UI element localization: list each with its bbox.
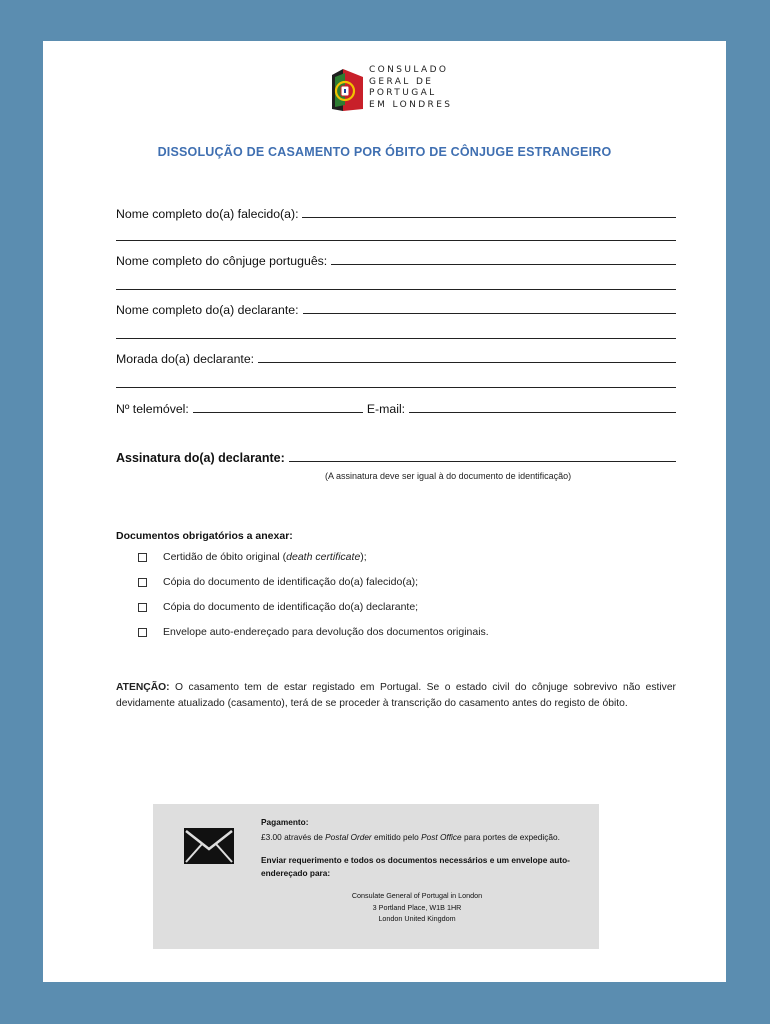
phone-input-line[interactable] bbox=[193, 411, 363, 413]
document-text: Cópia do documento de identificação do(a) declarante; bbox=[163, 601, 419, 613]
spouse-name-label: Nome completo do cônjuge português: bbox=[116, 254, 328, 268]
consulate-name bbox=[369, 65, 452, 111]
continuation-line[interactable] bbox=[116, 220, 676, 244]
checkbox[interactable] bbox=[138, 628, 147, 637]
payment-text bbox=[261, 831, 573, 844]
form-page bbox=[43, 41, 726, 982]
phone-label: Nº telemóvel: bbox=[116, 402, 189, 416]
logo-line: CONSULADO bbox=[369, 65, 449, 75]
continuation-line[interactable] bbox=[116, 269, 676, 293]
payment-text-italic: Post Office bbox=[421, 831, 462, 842]
address-line: London United Kingdom bbox=[378, 914, 456, 923]
input-line[interactable] bbox=[116, 239, 676, 241]
input-line[interactable] bbox=[331, 263, 676, 265]
document-text: Certidão de óbito original ( bbox=[163, 551, 287, 563]
email-label: E-mail: bbox=[366, 402, 406, 416]
document-item[interactable] bbox=[138, 551, 367, 563]
payment-box bbox=[153, 804, 599, 949]
contact-field[interactable] bbox=[116, 392, 676, 416]
spouse-name-field[interactable] bbox=[116, 244, 676, 268]
payment-text-part: emitido pelo bbox=[371, 831, 422, 842]
document-text: Envelope auto-endereçado para devolução dos documentos originais. bbox=[163, 626, 489, 638]
portugal-emblem-icon bbox=[329, 65, 367, 115]
deceased-name-field[interactable] bbox=[116, 197, 676, 221]
address-label: Morada do(a) declarante: bbox=[116, 352, 255, 366]
logo-line: PORTUGAL bbox=[369, 88, 437, 98]
document-item[interactable] bbox=[138, 601, 418, 613]
declarant-name-label: Nome completo do(a) declarante: bbox=[116, 303, 299, 317]
continuation-line[interactable] bbox=[116, 367, 676, 391]
address-line: Consulate General of Portugal in London bbox=[351, 891, 483, 900]
form-title: DISSOLUÇÃO DE CASAMENTO POR ÓBITO DE CÔNJUGE ESTRANGEIRO bbox=[157, 145, 612, 159]
attention-label: ATENÇÃO: bbox=[116, 682, 170, 693]
checkbox[interactable] bbox=[138, 578, 147, 587]
input-line[interactable] bbox=[116, 337, 676, 339]
payment-text-part: para portes de expedição. bbox=[461, 831, 560, 842]
checkbox[interactable] bbox=[138, 553, 147, 562]
input-line[interactable] bbox=[258, 361, 676, 363]
address-field[interactable] bbox=[116, 342, 676, 366]
input-line[interactable] bbox=[303, 312, 677, 314]
document-text: Cópia do documento de identificação do(a) falecido(a); bbox=[163, 576, 419, 588]
document-text-italic: death certificate bbox=[286, 551, 361, 563]
declarant-name-field[interactable] bbox=[116, 293, 676, 317]
address-line: 3 Portland Place, W1B 1HR bbox=[372, 902, 462, 912]
signature-note: (A assinatura deve ser igual à do documento de identificação) bbox=[325, 471, 572, 481]
input-line[interactable] bbox=[116, 386, 676, 388]
continuation-line[interactable] bbox=[116, 318, 676, 342]
payment-info bbox=[261, 816, 573, 925]
envelope-icon bbox=[183, 827, 235, 865]
input-line[interactable] bbox=[116, 288, 676, 290]
payment-text-italic: Postal Order bbox=[325, 831, 372, 842]
email-input-line[interactable] bbox=[409, 411, 676, 413]
consulate-logo bbox=[329, 65, 489, 117]
mailing-address bbox=[261, 890, 573, 925]
signature-line[interactable] bbox=[289, 461, 676, 462]
document-item[interactable] bbox=[138, 576, 418, 588]
payment-text-part: £3.00 através de bbox=[261, 831, 326, 842]
logo-line: GERAL DE bbox=[369, 76, 434, 87]
document-text-end: ); bbox=[360, 551, 367, 563]
signature-label: Assinatura do(a) declarante: bbox=[116, 451, 285, 465]
payment-title: Pagamento: bbox=[261, 817, 309, 827]
signature-field[interactable] bbox=[116, 443, 676, 465]
checkbox[interactable] bbox=[138, 603, 147, 612]
attention-text: O casamento tem de estar registado em Portugal. Se o estado civil do cônjuge sobrevivo não estiver devidamente atualizado (casamento), terá de se proceder à transcrição do casamento antes do registo de óbito. bbox=[116, 682, 676, 709]
document-item[interactable] bbox=[138, 626, 489, 638]
send-instructions: Enviar requerimento e todos os documentos necessários e um envelope auto-endereçado para: bbox=[261, 855, 570, 878]
logo-line: EM LONDRES bbox=[369, 99, 453, 110]
documents-title: Documentos obrigatórios a anexar: bbox=[116, 530, 293, 542]
input-line[interactable] bbox=[302, 216, 676, 218]
deceased-name-label: Nome completo do(a) falecido(a): bbox=[116, 207, 299, 221]
attention-note bbox=[116, 680, 676, 711]
